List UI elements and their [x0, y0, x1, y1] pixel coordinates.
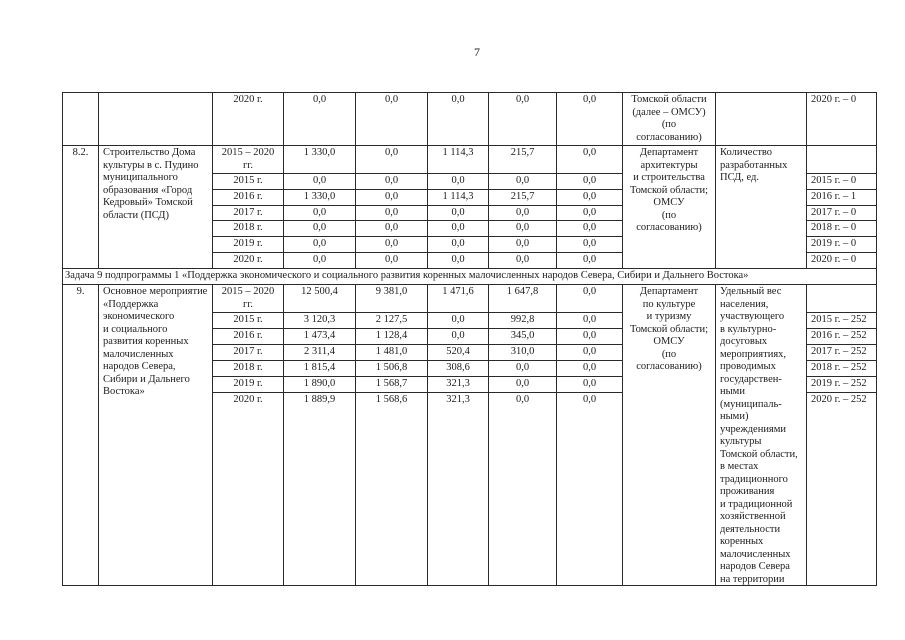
period-cell	[212, 344, 284, 361]
item-name-cell	[98, 145, 213, 269]
item-name-line: «Поддержка	[103, 298, 159, 310]
funding-value: 1 889,9	[303, 394, 336, 405]
indicator-value: 2016 г. – 252	[811, 330, 867, 341]
funding-value-cell	[427, 312, 489, 329]
indicator-line: государствен-	[720, 373, 782, 385]
funding-value: 0,0	[312, 94, 327, 105]
funding-value: 0,0	[515, 362, 530, 373]
executor-line: Томской области;	[629, 184, 709, 196]
funding-value: 0,0	[582, 394, 597, 405]
funding-value-cell	[283, 220, 356, 237]
funding-value: 0,0	[451, 330, 465, 341]
period-cell	[212, 220, 284, 237]
executor-line: Департамент	[639, 286, 699, 297]
item-name-cell	[98, 92, 213, 146]
funding-value-cell	[488, 189, 557, 206]
item-name-line: культуры в с. Пудино	[103, 159, 199, 171]
funding-value-cell	[488, 328, 557, 345]
indicator-value: 2017 г. – 0	[811, 207, 857, 218]
funding-value-cell	[427, 376, 489, 393]
item-name-line: области (ПСД)	[103, 209, 169, 221]
period-label: 2015 г.	[233, 314, 263, 325]
funding-value: 0,0	[515, 378, 530, 389]
period-cell	[212, 189, 284, 206]
funding-value: 0,0	[312, 207, 327, 218]
indicator-value-cell	[806, 284, 877, 313]
period-label: 2017 г.	[233, 207, 263, 218]
funding-value-cell	[488, 252, 557, 269]
funding-value-cell	[556, 284, 623, 313]
indicator-value: 2020 г. – 252	[811, 394, 867, 405]
funding-value-cell	[427, 220, 489, 237]
funding-value: 992,8	[510, 314, 535, 325]
funding-value: 0,0	[515, 394, 530, 405]
item-name-line: малочисленных	[103, 348, 174, 360]
funding-value-cell	[355, 236, 428, 253]
executor-cell	[622, 145, 716, 269]
indicator-line: коренных	[720, 536, 764, 547]
item-name-line: Кедровый» Томской	[103, 197, 193, 208]
item-number-cell	[62, 92, 99, 146]
executor-line: (по	[661, 119, 677, 130]
indicator-value: 2020 г. – 0	[811, 254, 857, 265]
executor-line: согласованию)	[636, 131, 702, 143]
funding-value: 0,0	[451, 222, 465, 233]
indicator-value: 2019 г. – 0	[811, 238, 857, 249]
period-label: 2015 – 2020	[221, 286, 275, 297]
indicator-value: 2016 г. – 1	[811, 191, 857, 202]
indicator-line: населения,	[720, 298, 769, 310]
funding-value-cell	[283, 328, 356, 345]
indicator-value-cell	[806, 236, 877, 253]
funding-value: 1 481,0	[375, 346, 408, 357]
period-cell	[212, 360, 284, 377]
indicator-line: мероприятиях,	[720, 348, 787, 360]
funding-value-cell	[488, 236, 557, 253]
item-name-cell	[98, 284, 213, 586]
funding-value: 1 568,6	[375, 394, 408, 405]
indicator-line: досуговых	[720, 336, 768, 347]
period-label: 2020 г.	[233, 254, 263, 265]
funding-value-cell	[556, 173, 623, 190]
funding-value: 0,0	[312, 254, 327, 265]
funding-value-cell	[488, 392, 557, 586]
period-label: 2017 г.	[233, 346, 263, 357]
item-name-line: экономического	[103, 311, 175, 322]
funding-value-cell	[355, 376, 428, 393]
indicator-line: учреждениями	[720, 423, 787, 435]
indicator-line: ПСД, ед.	[720, 172, 759, 183]
indicator-line: разработанных	[720, 159, 788, 171]
funding-value-cell	[283, 236, 356, 253]
funding-value-cell	[427, 189, 489, 206]
indicator-cell	[715, 145, 807, 269]
funding-value: 0,0	[582, 207, 597, 218]
funding-value-cell	[283, 205, 356, 221]
funding-value: 1 647,8	[506, 286, 539, 297]
executor-line: Томской области	[631, 94, 707, 105]
funding-value-cell	[556, 92, 623, 146]
funding-value: 215,7	[510, 147, 535, 158]
task-heading-row	[62, 268, 877, 285]
funding-value-cell	[355, 328, 428, 345]
indicator-value-cell	[806, 92, 877, 146]
funding-value: 321,3	[446, 394, 470, 405]
funding-value: 1 330,0	[303, 147, 336, 158]
funding-value-cell	[427, 236, 489, 253]
funding-value: 1 473,4	[303, 330, 336, 341]
indicator-value-cell	[806, 173, 877, 190]
indicator-value-cell	[806, 344, 877, 361]
funding-value: 0,0	[451, 314, 465, 325]
funding-value-cell	[355, 92, 428, 146]
funding-value: 0,0	[384, 254, 399, 265]
funding-value: 0,0	[582, 286, 597, 297]
funding-value-cell	[556, 392, 623, 586]
period-cell	[212, 284, 284, 313]
funding-value-cell	[355, 145, 428, 174]
funding-value: 0,0	[582, 346, 597, 357]
indicator-value-cell	[806, 205, 877, 221]
executor-cell	[622, 284, 716, 586]
funding-value-cell	[556, 344, 623, 361]
funding-value-cell	[556, 376, 623, 393]
indicator-line: деятельности	[720, 523, 781, 535]
funding-value: 0,0	[515, 94, 530, 105]
funding-value-cell	[427, 252, 489, 269]
funding-value: 0,0	[582, 330, 597, 341]
period-label: 2018 г.	[233, 222, 263, 233]
executor-line: ОМСУ	[653, 197, 685, 208]
period-cell	[212, 376, 284, 393]
funding-value-cell	[427, 328, 489, 345]
executor-line: ОМСУ	[653, 336, 685, 347]
funding-value: 2 127,5	[375, 314, 408, 325]
funding-value-cell	[556, 145, 623, 174]
executor-line: (по	[661, 209, 677, 221]
funding-value: 0,0	[515, 175, 530, 186]
funding-value: 0,0	[384, 175, 399, 186]
funding-value: 0,0	[451, 207, 465, 218]
funding-value-cell	[488, 284, 557, 313]
funding-value-cell	[283, 189, 356, 206]
indicator-line: в культурно-	[720, 323, 777, 335]
executor-line: согласованию)	[636, 361, 702, 372]
indicator-value-cell	[806, 220, 877, 237]
funding-value-cell	[427, 205, 489, 221]
funding-value-cell	[283, 92, 356, 146]
funding-value: 1 330,0	[303, 191, 336, 202]
item-number-cell	[62, 145, 99, 269]
funding-value: 321,3	[446, 378, 470, 389]
indicator-value-cell	[806, 392, 877, 586]
funding-value-cell	[488, 145, 557, 174]
funding-value: 3 120,3	[303, 314, 336, 325]
funding-value-cell	[355, 312, 428, 329]
period-cell	[212, 173, 284, 190]
funding-value-cell	[283, 392, 356, 586]
funding-value-cell	[488, 173, 557, 190]
funding-value-cell	[488, 220, 557, 237]
funding-value-cell	[556, 312, 623, 329]
funding-value: 0,0	[582, 147, 597, 158]
indicator-line: на территории	[720, 573, 785, 585]
item-name-line: Сибири и Дальнего	[103, 373, 190, 385]
funding-value-cell	[355, 205, 428, 221]
funding-value: 0,0	[451, 238, 465, 249]
period-label: 2016 г.	[233, 330, 263, 341]
funding-value: 0,0	[582, 254, 597, 265]
indicator-value-cell	[806, 328, 877, 345]
funding-value: 0,0	[515, 222, 530, 233]
funding-value: 1 890,0	[303, 378, 336, 389]
indicator-line: культуры	[720, 436, 762, 447]
funding-value: 0,0	[451, 94, 465, 105]
period-cell	[212, 145, 284, 174]
funding-value: 2 311,4	[303, 346, 336, 357]
indicator-line: проводимых	[720, 361, 776, 372]
period-label: 2015 – 2020	[221, 147, 275, 158]
indicator-value-cell	[806, 252, 877, 269]
item-name-line: народов Севера,	[103, 361, 176, 372]
executor-line: архитектуры	[640, 159, 698, 171]
funding-value: 0,0	[384, 222, 399, 233]
funding-value-cell	[427, 360, 489, 377]
funding-value-cell	[283, 252, 356, 269]
funding-value: 0,0	[582, 191, 597, 202]
period-cell	[212, 236, 284, 253]
indicator-value: 2017 г. – 252	[811, 346, 867, 357]
funding-value: 0,0	[582, 314, 597, 325]
period-cell	[212, 312, 284, 329]
funding-value-cell	[556, 236, 623, 253]
funding-value: 0,0	[384, 207, 399, 218]
indicator-line: традиционного	[720, 473, 788, 485]
funding-value: 310,0	[510, 346, 535, 357]
indicator-value-cell	[806, 360, 877, 377]
period-label: 2018 г.	[233, 362, 263, 373]
funding-value-cell	[355, 344, 428, 361]
indicator-value-cell	[806, 312, 877, 329]
executor-line: и туризму	[646, 311, 692, 322]
funding-value-cell	[283, 173, 356, 190]
funding-value-cell	[283, 145, 356, 174]
period-label: 2019 г.	[233, 378, 263, 389]
funding-value-cell	[556, 360, 623, 377]
executor-line: (далее – ОМСУ)	[632, 106, 706, 118]
funding-value-cell	[283, 344, 356, 361]
item-name-line: Основное мероприятие	[103, 286, 208, 297]
funding-value-cell	[488, 312, 557, 329]
funding-value-cell	[427, 92, 489, 146]
funding-value: 0,0	[384, 94, 399, 105]
period-cell	[212, 328, 284, 345]
funding-value-cell	[283, 376, 356, 393]
executor-line: и строительства	[633, 172, 705, 183]
period-label: 2020 г.	[233, 394, 263, 405]
funding-value-cell	[355, 173, 428, 190]
executor-cell	[622, 92, 716, 146]
funding-value: 0,0	[582, 222, 597, 233]
period-cell	[212, 92, 284, 146]
funding-value-cell	[488, 92, 557, 146]
funding-value: 0,0	[384, 238, 399, 249]
funding-value: 0,0	[582, 94, 597, 105]
indicator-value: 2015 г. – 0	[811, 175, 857, 186]
funding-value: 308,6	[446, 362, 470, 373]
indicator-line: в местах	[720, 461, 759, 472]
item-name-line: и социального	[103, 323, 168, 335]
funding-value-cell	[355, 360, 428, 377]
funding-value-cell	[283, 360, 356, 377]
funding-value-cell	[355, 252, 428, 269]
indicator-value: 2015 г. – 252	[811, 314, 867, 325]
funding-value: 0,0	[582, 238, 597, 249]
funding-value: 520,4	[446, 346, 470, 357]
funding-value-cell	[427, 284, 489, 313]
item-name-line: образования «Город	[103, 184, 193, 196]
indicator-value-cell	[806, 189, 877, 206]
item-number: 8.2.	[72, 147, 89, 158]
funding-value: 1 568,7	[375, 378, 408, 389]
funding-value-cell	[488, 360, 557, 377]
executor-line: по культуре	[642, 298, 696, 310]
funding-value: 0,0	[451, 175, 465, 186]
funding-value-cell	[283, 312, 356, 329]
indicator-line: ными	[720, 386, 745, 397]
funding-value: 0,0	[582, 362, 597, 373]
funding-value-cell	[355, 220, 428, 237]
indicator-value-cell	[806, 376, 877, 393]
funding-value-cell	[488, 205, 557, 221]
indicator-line: ными)	[720, 411, 749, 422]
period-label: гг.	[242, 159, 254, 171]
period-cell	[212, 205, 284, 221]
funding-value: 0,0	[515, 207, 530, 218]
funding-value-cell	[355, 189, 428, 206]
funding-value-cell	[283, 284, 356, 313]
item-name-line: Востока»	[103, 386, 145, 397]
funding-value: 0,0	[515, 254, 530, 265]
funding-value: 1 815,4	[303, 362, 336, 373]
indicator-line: Количество	[720, 147, 773, 158]
funding-value: 1 471,6	[442, 286, 474, 297]
funding-value-cell	[427, 173, 489, 190]
indicator-line: проживания	[720, 486, 775, 497]
indicator-value: 2018 г. – 252	[811, 362, 867, 373]
funding-value-cell	[488, 344, 557, 361]
funding-value-cell	[488, 376, 557, 393]
funding-value: 345,0	[510, 330, 535, 341]
indicator-value: 2020 г. – 0	[811, 94, 857, 105]
indicator-line: народов Севера	[720, 561, 790, 572]
indicator-value: 2018 г. – 0	[811, 222, 857, 233]
funding-value: 0,0	[515, 238, 530, 249]
indicator-line: малочисленных	[720, 548, 791, 560]
funding-value: 1 114,3	[442, 191, 474, 202]
indicator-line: Удельный вес	[720, 286, 782, 297]
indicator-cell	[715, 92, 807, 146]
period-label: 2016 г.	[233, 191, 263, 202]
funding-value-cell	[556, 328, 623, 345]
funding-value: 9 381,0	[375, 286, 408, 297]
funding-value: 12 500,4	[301, 286, 338, 297]
funding-value: 0,0	[312, 222, 327, 233]
funding-value-cell	[556, 205, 623, 221]
period-label: 2015 г.	[233, 175, 263, 186]
executor-line: согласованию)	[636, 222, 702, 233]
period-label: гг.	[242, 298, 254, 310]
funding-value: 1 506,8	[375, 362, 408, 373]
indicator-value: 2019 г. – 252	[811, 378, 867, 389]
funding-value-cell	[355, 392, 428, 586]
indicator-line: Томской области,	[720, 448, 798, 460]
period-cell	[212, 252, 284, 269]
funding-value-cell	[556, 189, 623, 206]
period-label: 2019 г.	[233, 238, 263, 249]
item-name-line: муниципального	[103, 172, 178, 183]
funding-value-cell	[556, 252, 623, 269]
page-number: 7	[474, 45, 480, 59]
item-number-cell	[62, 284, 99, 586]
funding-value: 0,0	[384, 191, 399, 202]
funding-value: 0,0	[384, 147, 399, 158]
funding-value: 0,0	[582, 175, 597, 186]
item-number: 9.	[76, 286, 85, 297]
indicator-cell	[715, 284, 807, 586]
period-cell	[212, 392, 284, 586]
indicator-value-cell	[806, 145, 877, 174]
indicator-line: и традиционной	[720, 498, 793, 510]
funding-value: 0,0	[312, 175, 327, 186]
task-heading: Задача 9 подпрограммы 1 «Поддержка экономического и социального развития коренных малочисленных народов Севера, Сибири и Дальнего Востока»	[65, 270, 749, 281]
indicator-line: хозяйственной	[720, 511, 786, 522]
funding-value-cell	[427, 344, 489, 361]
funding-value: 215,7	[510, 191, 535, 202]
item-name-line: развития коренных	[103, 336, 189, 347]
funding-value-cell	[355, 284, 428, 313]
executor-line: (по	[661, 348, 677, 360]
period-label: 2020 г.	[233, 94, 263, 105]
funding-value-cell	[556, 220, 623, 237]
funding-value: 0,0	[582, 378, 597, 389]
funding-value: 0,0	[312, 238, 327, 249]
funding-value-cell	[427, 392, 489, 586]
item-name-line: Строительство Дома	[103, 147, 196, 158]
funding-value: 0,0	[451, 254, 465, 265]
funding-value: 1 114,3	[442, 147, 474, 158]
indicator-line: (муниципаль-	[720, 398, 782, 410]
funding-value-cell	[427, 145, 489, 174]
executor-line: Томской области;	[629, 323, 709, 335]
funding-value: 1 128,4	[375, 330, 408, 341]
indicator-line: участвующего	[720, 311, 785, 322]
executor-line: Департамент	[639, 147, 699, 158]
